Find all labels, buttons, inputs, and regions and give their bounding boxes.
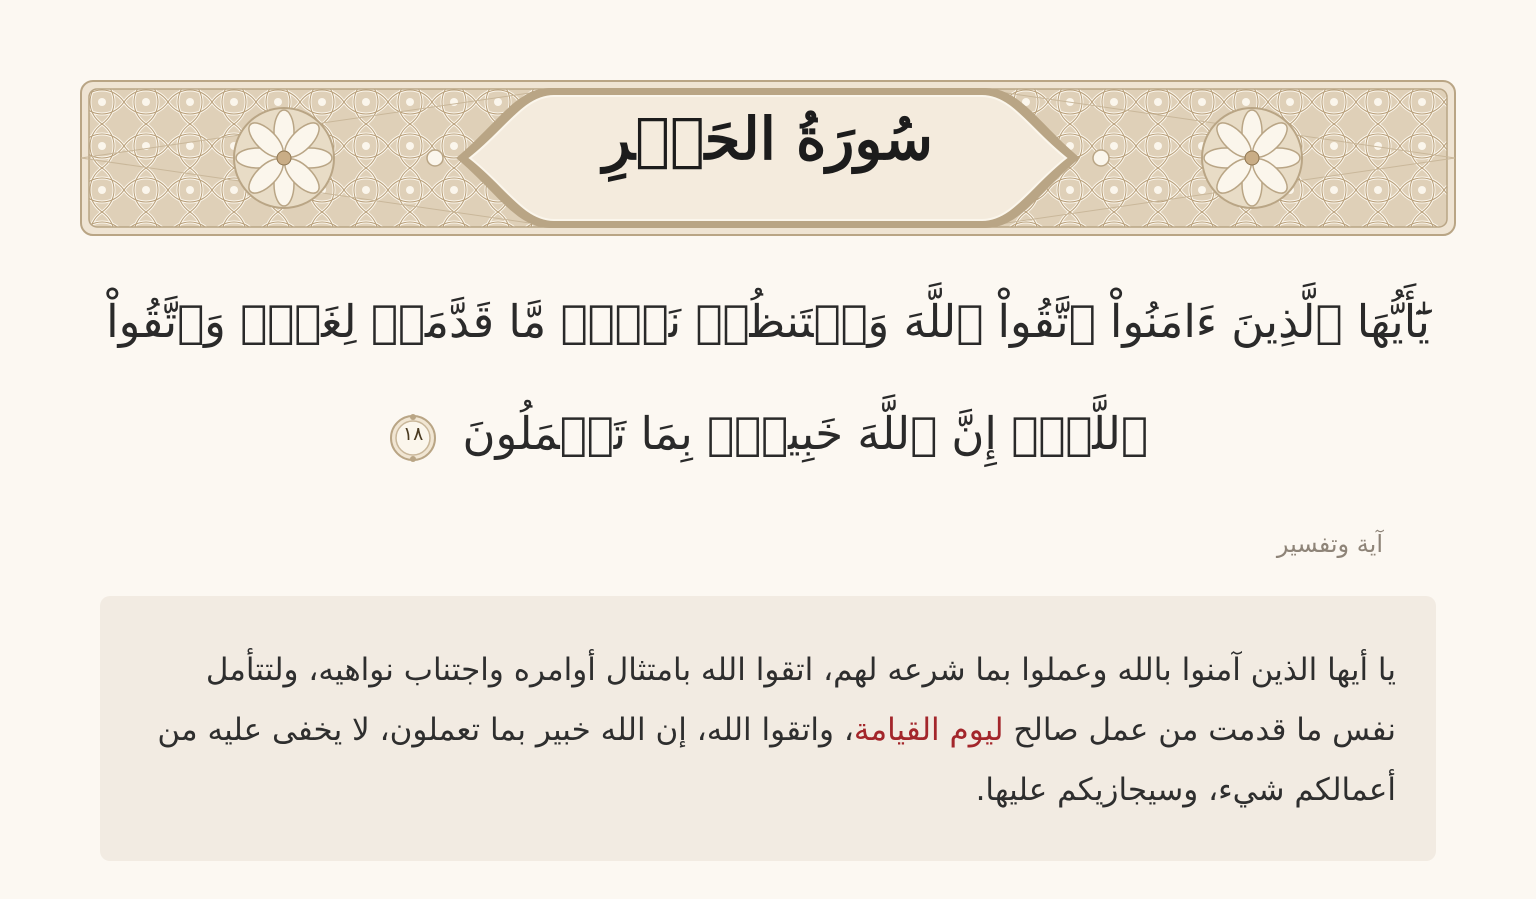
- ayah-number: ١٨: [402, 422, 424, 445]
- ayah-number-marker: [388, 413, 438, 463]
- quran-verse: [100, 266, 1436, 490]
- verse-text: يَٰٓأَيُّهَا ٱلَّذِينَ ءَامَنُواْ ٱتَّقُواْ ٱللَّهَ وَلۡتَنظُرۡ نَفۡسٞ مَّا قَدَّمَتۡ لِغَدٖۖ وَٱتَّقُواْ ٱللَّهَۚ إِنَّ ٱللَّهَ خَبِيرُۢ بِمَا تَعۡمَلُونَ: [106, 295, 1430, 460]
- tafsir-highlight-link[interactable]: ليوم القيامة: [853, 712, 1004, 748]
- tafsir-text-part2: ، واتقوا الله، إن الله خبير بما تعملون، لا يخفى عليه من أعمالكم شيء، وسيجازيكم عليها.: [157, 712, 1396, 808]
- surah-title: سُورَةُ الحَشۡرِ: [603, 105, 933, 173]
- tafsir-text: [134, 640, 1396, 820]
- tafsir-card: [100, 596, 1436, 861]
- section-label: آية وتفسير: [1276, 530, 1383, 558]
- tafsir-text-part1: يا أيها الذين آمنوا بالله وعملوا بما شرعه لهم، اتقوا الله بامتثال أوامره واجتناب نواهيه، ولتتأمل نفس ما قدمت من عمل صالح: [205, 652, 1396, 748]
